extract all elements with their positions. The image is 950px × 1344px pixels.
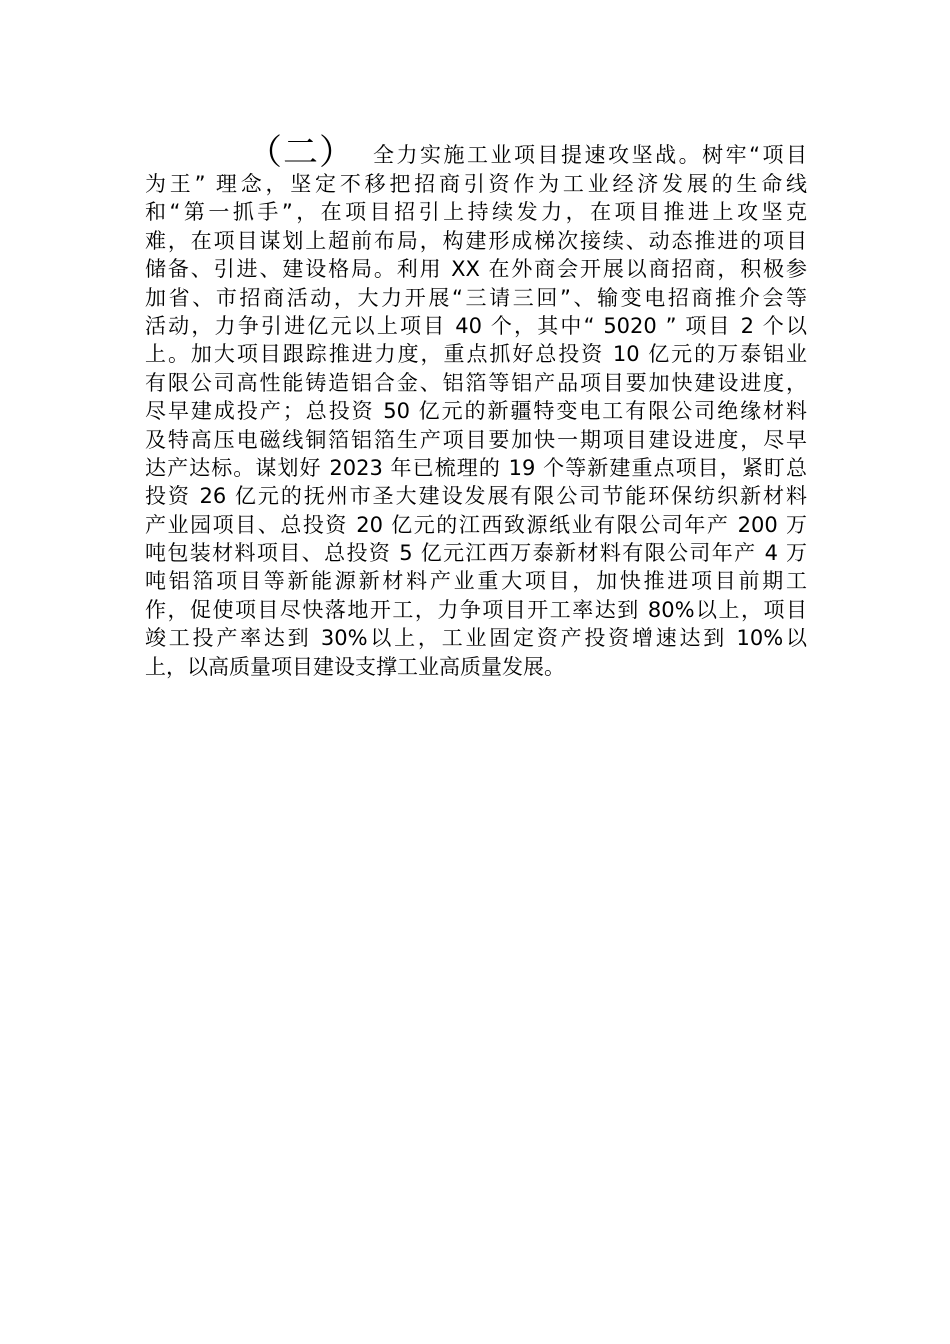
paragraph-heading-text: 全力实施工业项目提速攻坚战。树牢“项目 xyxy=(373,143,807,167)
paragraph-line: 有限公司高性能铸造铝合金、铝箔等铝产品项目要加快建设进度， xyxy=(145,370,807,395)
paragraph-line: 上。加大项目跟踪推进力度，重点抓好总投资 10 亿元的万泰铝业 xyxy=(145,342,807,367)
paragraph-line: 吨铝箔项目等新能源新材料产业重大项目，加快推进项目前期工 xyxy=(145,569,807,594)
paragraph-line: 达产达标。谋划好 2023 年已梳理的 19 个等新建重点项目，紧盯总 xyxy=(145,455,807,480)
section-number: （二） xyxy=(247,133,356,173)
paragraph-line: 储备、引进、建设格局。利用 XX 在外商会开展以商招商，积极参 xyxy=(145,257,807,282)
paragraph-line: 投资 26 亿元的抚州市圣大建设发展有限公司节能环保纺织新材料 xyxy=(145,484,807,509)
paragraph-first-line xyxy=(145,133,807,173)
paragraph-line: 吨包装材料项目、总投资 5 亿元江西万泰新材料有限公司年产 4 万 xyxy=(145,541,807,566)
document-body xyxy=(145,133,807,681)
paragraph-line: 尽早建成投产；总投资 50 亿元的新疆特变电工有限公司绝缘材料 xyxy=(145,399,807,424)
paragraph-line: 及特高压电磁线铜箔铝箔生产项目要加快一期项目建设进度，尽早 xyxy=(145,427,807,452)
paragraph-line: 产业园项目、总投资 20 亿元的江西致源纸业有限公司年产 200 万 xyxy=(145,512,807,537)
paragraph-line: 难，在项目谋划上超前布局，构建形成梯次接续、动态推进的项目 xyxy=(145,228,807,253)
paragraph-line: 为王” 理念，坚定不移把招商引资作为工业经济发展的生命线 xyxy=(145,172,807,196)
paragraph-line: 竣工投产率达到 30%以上，工业固定资产投资增速达到 10%以 xyxy=(145,626,807,651)
paragraph-line: 和“第一抓手”，在项目招引上持续发力，在项目推进上攻坚克 xyxy=(145,200,807,225)
paragraph-line: 加省、市招商活动，大力开展“三请三回”、输变电招商推介会等 xyxy=(145,285,807,310)
paragraph-line: 作，促使项目尽快落地开工，力争项目开工率达到 80%以上，项目 xyxy=(145,597,807,622)
paragraph-last-line: 上，以高质量项目建设支撑工业高质量发展。 xyxy=(145,654,565,679)
paragraph-line: 活动，力争引进亿元以上项目 40 个，其中“ 5020 ” 项目 2 个以 xyxy=(145,313,807,338)
